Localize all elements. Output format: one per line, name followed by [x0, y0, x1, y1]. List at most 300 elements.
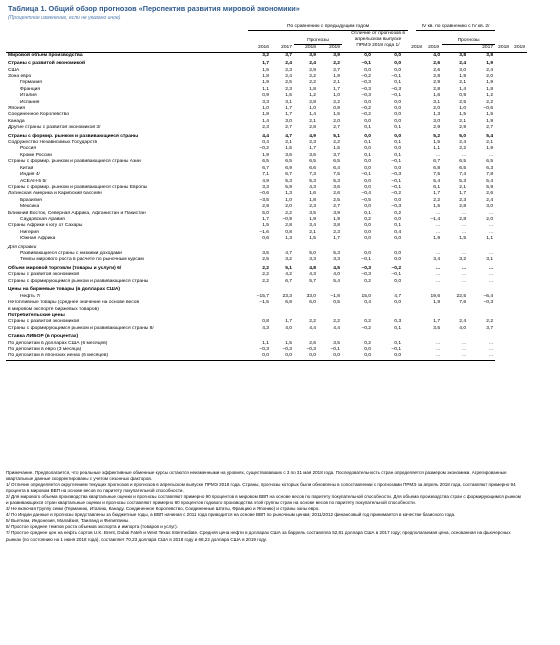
row-label: Китай	[20, 165, 34, 171]
cell-value: 0,5	[333, 300, 340, 306]
cell-value: 0,0	[394, 300, 402, 306]
cell-value: 2,0	[285, 204, 292, 210]
cell-value: 1,5	[459, 112, 467, 118]
row-label: Германия	[20, 80, 42, 86]
table-row	[6, 52, 527, 59]
cell-value: ...	[461, 272, 467, 278]
cell-value: 0,0	[364, 229, 371, 235]
cell-value: 1,5	[262, 67, 269, 73]
cell-value: 7,5	[333, 172, 340, 178]
cell-value: 2,1	[459, 80, 467, 86]
cell-value: 0,0	[364, 223, 371, 229]
cell-value: –0,1	[330, 347, 340, 353]
cell-value: 3,0	[459, 67, 467, 73]
cell-value	[416, 332, 442, 341]
cell-value: 0,0	[394, 257, 402, 263]
cell-value: 2,3	[309, 140, 316, 146]
cell-value: –0,2	[361, 105, 371, 111]
cell-value: 0,0	[394, 133, 402, 139]
cell-value: 2,4	[459, 319, 467, 325]
cell-value: 0,0	[394, 112, 402, 118]
cell-value: ...	[461, 223, 467, 229]
row-label: Саудовская Аравия	[20, 216, 65, 222]
cell-value: 0,0	[364, 67, 371, 73]
cell-value: 6,6	[309, 165, 316, 171]
row-label: Страны с формир. рынком и развивающиеся страны Европы	[8, 184, 148, 190]
cell-value: ...	[489, 251, 494, 257]
cell-value: 0,9	[459, 93, 467, 99]
cell-value: 0,1	[394, 140, 402, 146]
cell-value: 3,0	[285, 118, 292, 124]
row-label: Страны с развитой экономикой	[8, 272, 80, 278]
row-label: Франция	[20, 86, 41, 92]
cell-value: ...	[461, 278, 467, 284]
cell-value: 5,4	[486, 178, 494, 184]
cell-value: 4,3	[309, 184, 316, 190]
cell-value: 1,7	[309, 146, 316, 152]
cell-value: 3,1	[433, 99, 441, 105]
cell-value: 3,2	[459, 257, 467, 263]
cell-value: 6,7	[433, 159, 441, 165]
cell-value: 3,8	[333, 223, 340, 229]
row-label: Страны с формир. рынком и развивающиеся страны Азии	[8, 159, 141, 165]
row-label: Япония	[8, 105, 25, 111]
cell-value: 1,9	[459, 73, 467, 79]
cell-value: 3,5	[333, 340, 340, 346]
cell-value: 4,7	[285, 133, 292, 139]
cell-value: 0,0	[394, 165, 402, 171]
cell-value: 1,9	[262, 80, 269, 86]
cell-value: 4,0	[333, 272, 340, 278]
cell-value: 2,8	[433, 73, 441, 79]
cell-value: 3,4	[309, 223, 316, 229]
cell-value: 1,8	[309, 197, 316, 203]
footnote: 1/ Отличие определяется округлением текущих прогнозов и прогнозов в апрельском выпуске ПРМЭ 2018 года. Страны, прогнозы которых были обновлены в сопоставлении с прогнозами ПРМЭ за апрель 2018 года, составляют примерно 94 процента в мировом ВВП на основе весов по паритету покупательной способности.	[6, 482, 516, 494]
cell-value: –0,3	[391, 86, 402, 92]
cell-value: 1,3	[285, 191, 292, 197]
cell-value: –1,5	[259, 300, 269, 306]
cell-value: 2,7	[486, 125, 494, 131]
row-label: Зона евро	[8, 73, 32, 79]
cell-value: –0,1	[391, 178, 402, 184]
cell-value: 4,0	[285, 325, 292, 331]
cell-value: ...	[489, 152, 494, 158]
cell-value: –0,1	[391, 73, 402, 79]
cell-value: 5,3	[285, 178, 292, 184]
cell-value: –1,6	[259, 229, 269, 235]
cell-value	[271, 332, 294, 341]
table-row	[6, 332, 527, 341]
cell-value: ...	[489, 229, 494, 235]
cell-value: 4,4	[262, 133, 269, 139]
cell-value: 3,2	[248, 52, 271, 59]
cell-value: 2,2	[285, 210, 292, 216]
cell-value: 1,9	[433, 236, 441, 242]
cell-value: –0,3	[282, 347, 292, 353]
cell-value: 2,2	[333, 140, 340, 146]
cell-value: ...	[435, 229, 441, 235]
cell-value: ...	[435, 223, 441, 229]
row-label: АСЕАН-5 5/	[20, 178, 47, 184]
cell-value: 1,7	[285, 319, 292, 325]
cell-value: 0,4	[364, 300, 371, 306]
cell-value: 1,0	[333, 93, 340, 99]
cell-value: 5,3	[333, 251, 340, 257]
cell-value: ...	[435, 152, 441, 158]
cell-value: ...	[461, 265, 467, 271]
cell-value: –0,3	[306, 347, 316, 353]
cell-value: 6,5	[285, 159, 292, 165]
cell-value: 3,0	[486, 204, 494, 210]
cell-value: 1,9	[486, 61, 494, 67]
cell-value: 0,6	[262, 236, 269, 242]
cell-value: 3,5	[433, 325, 441, 331]
cell-value: ...	[461, 210, 467, 216]
cell-value: 7,1	[262, 172, 269, 178]
footnote: 7/ Простое среднее цен на нефть сортов U.K. Brent, Dubai Fateh и West Texas Intermediate. Средняя цена нефти в долларах США за баррель составляла 52,81 доллара США в 2017 году; предполагаемая цена, основанная на фьючерсных рынках (по состоянию на 1 июня 2018 года), составляет 70,23 доллара США в 2018 году и 68,22 доллара США в 2019 году.	[6, 530, 511, 542]
row-label: Страны с развитой экономикой	[8, 319, 80, 325]
cell-value: 3,6	[309, 152, 316, 158]
cell-value: 6,1	[433, 184, 441, 190]
cell-value: 7,8	[486, 172, 494, 178]
cell-value: 6,5	[309, 159, 316, 165]
row-label: в мировом экспорте биржевых товаров)	[8, 306, 99, 312]
cell-value: –1,4	[430, 216, 441, 222]
cell-value: 0,0	[394, 146, 402, 152]
cell-value: –0,3	[361, 80, 371, 86]
footnote: 4/ По Индии данные и прогнозы представлены за бюджетные годы, а ВВП начиная с 2011 года приводится на основе ВВП по рыночным ценам; 2011/2012 финансовый год принимается в качестве базисного года.	[6, 512, 456, 518]
cell-value: ...	[435, 210, 441, 216]
cell-value: 2,6	[333, 191, 340, 197]
cell-value: 0,1	[394, 152, 402, 158]
cell-value: 1,7	[285, 105, 292, 111]
cell-value: 2,2	[262, 278, 269, 284]
cell-value: 3,8	[442, 52, 468, 59]
cell-value: ...	[461, 251, 467, 257]
cell-value	[294, 243, 318, 252]
cell-value: 1,5	[459, 236, 467, 242]
table-row	[6, 353, 527, 360]
cell-value: –0,2	[361, 73, 371, 79]
cell-value: 1,1	[262, 86, 269, 92]
cell-value: 4,4	[309, 325, 316, 331]
year-header: 2018	[495, 45, 511, 52]
header-forecasts-q4: Прогнозы	[442, 38, 495, 45]
cell-value: 2,0	[333, 118, 340, 124]
cell-value: –0,1	[361, 172, 371, 178]
cell-value	[468, 332, 495, 341]
row-label: Соединенное Королевство	[8, 112, 70, 118]
cell-value: 2,2	[309, 319, 316, 325]
cell-value: –0,2	[361, 112, 371, 118]
cell-value: ...	[461, 229, 467, 235]
cell-value: 0,1	[394, 80, 402, 86]
cell-value: –0,6	[483, 105, 494, 111]
year-header: 2019	[511, 45, 527, 52]
cell-value: 4,9	[309, 133, 316, 139]
cell-value: 0,0	[364, 133, 371, 139]
cell-value: 2,9	[459, 125, 467, 131]
cell-value: 1,9	[486, 118, 494, 124]
header-forecasts-main: Прогнозы	[294, 38, 342, 45]
cell-value: –0,9	[282, 216, 292, 222]
cell-value	[294, 285, 318, 294]
cell-value: 0,0	[318, 353, 342, 360]
row-label: Мировой объем производства	[6, 52, 248, 59]
cell-value: 5,4	[433, 178, 441, 184]
cell-value: 1,5	[285, 340, 292, 346]
cell-value: 2,4	[459, 61, 467, 67]
cell-value: ...	[489, 272, 494, 278]
footnotes	[6, 470, 524, 543]
cell-value: 0,0	[364, 159, 371, 165]
cell-value: 0,0	[364, 99, 371, 105]
cell-value: 0,0	[394, 236, 402, 242]
cell-value: –0,3	[391, 172, 402, 178]
cell-value: –1,8	[330, 293, 340, 299]
row-label: Ближний Восток, Северная Африка, Афганистан и Пакистан	[8, 210, 146, 216]
cell-value: 2,8	[459, 204, 467, 210]
row-label: Мексика	[20, 204, 40, 210]
cell-value: ...	[435, 278, 441, 284]
header-group-q4: IV кв. по сравнению с IV кв. 2/	[416, 24, 495, 31]
cell-value: 1,5	[262, 223, 269, 229]
cell-value: 5,3	[459, 178, 467, 184]
cell-value: 3,1	[486, 257, 494, 263]
cell-value: 0,1	[394, 223, 402, 229]
cell-value: –0,3	[259, 347, 269, 353]
cell-value: 2,4	[309, 61, 316, 67]
row-label: Страны с формир. рынком и развивающиеся страны	[8, 133, 139, 139]
cell-value: ...	[461, 152, 467, 158]
cell-value: ...	[468, 353, 495, 360]
cell-value: 1,3	[285, 236, 292, 242]
cell-value: 1,6	[309, 191, 316, 197]
cell-value	[318, 243, 342, 252]
cell-value: 3,5	[309, 210, 316, 216]
table-row	[6, 59, 527, 68]
cell-value: 0,9	[262, 93, 269, 99]
cell-value: 7,3	[309, 172, 316, 178]
cell-value: 0,0	[364, 165, 371, 171]
cell-value: ...	[435, 265, 441, 271]
cell-value: 1,5	[433, 140, 441, 146]
cell-value: 5,7	[309, 278, 316, 284]
cell-value: 2,5	[285, 80, 292, 86]
cell-value: 1,7	[262, 61, 269, 67]
row-label: Потребительские цены	[8, 312, 65, 318]
year-header: 2019	[428, 44, 439, 50]
cell-value: –0,3	[361, 93, 371, 99]
cell-value: 2,3	[285, 67, 292, 73]
cell-value: –0,5	[361, 197, 371, 203]
cell-value: 6,8	[433, 165, 441, 171]
cell-value	[248, 332, 271, 341]
cell-value: 2,2	[486, 99, 494, 105]
header-row-groups	[6, 24, 527, 31]
cell-value: 1,9	[333, 216, 340, 222]
cell-value: 2,1	[309, 118, 316, 124]
cell-value: 1,4	[459, 86, 467, 92]
cell-value: 3,3	[333, 257, 340, 263]
table-row	[6, 264, 527, 273]
cell-value: 2,2	[333, 61, 340, 67]
cell-value	[442, 243, 468, 252]
row-label: Южная Африка	[20, 236, 56, 242]
footnote: 6/ Простое среднее темпов роста объемов экспорта и импорта (товаров и услуг).	[6, 524, 178, 530]
row-label: Развивающиеся страны с низкими доходами	[20, 251, 122, 257]
cell-value	[416, 243, 442, 252]
cell-value: 1,7	[459, 191, 467, 197]
cell-value: 3,9	[333, 210, 340, 216]
cell-value: 0,0	[394, 67, 402, 73]
cell-value	[442, 285, 468, 294]
cell-value: 3,7	[271, 52, 294, 59]
cell-value: ...	[489, 210, 494, 216]
cell-value: –0,1	[391, 272, 402, 278]
row-label: США	[8, 67, 20, 73]
row-label: Нефть 7/	[20, 293, 41, 299]
cell-value: 0,2	[364, 216, 371, 222]
row-label: По депозитам в долларах США (6 месяцев)	[8, 340, 108, 346]
cell-value: 3,0	[433, 118, 441, 124]
cell-value: 6,5	[262, 159, 269, 165]
cell-value: 2,3	[262, 125, 269, 131]
cell-value: 2,1	[309, 229, 316, 235]
cell-value: –0,1	[361, 257, 371, 263]
row-label: Испания	[20, 99, 40, 105]
cell-value: 3,5	[262, 251, 269, 257]
cell-value: 1,7	[333, 236, 340, 242]
cell-value: 0,0	[394, 251, 402, 257]
cell-value: 6,5	[459, 165, 467, 171]
row-label: Темпы мирового роста в расчете по рыночным курсам	[20, 257, 144, 263]
row-label: Цены на биржевые товары (в долларах США)	[8, 287, 121, 293]
cell-value: 2,9	[262, 204, 269, 210]
cell-value: 2,3	[459, 197, 467, 203]
row-label: По депозитам в японских иенах (6 месяцев)	[6, 353, 248, 360]
footnote: Примечание. Предполагается, что реальные эффективные обменные курсы остаются неизменными на уровнях, существовавших с 3 по 31 мая 2018 года. Последовательность стран определяется размером экономики. Агрегированные квартальные данные скорректированы с учетом сезонных факторов.	[6, 470, 507, 482]
cell-value: –0,4	[361, 191, 371, 197]
cell-value: 3,7	[333, 152, 340, 158]
cell-value: 6,7	[285, 278, 292, 284]
cell-value: –0,1	[391, 93, 402, 99]
cell-value: 0,4	[394, 229, 402, 235]
cell-value: ...	[435, 340, 441, 346]
cell-value	[348, 243, 378, 252]
cell-value: 0,1	[364, 140, 371, 146]
cell-value	[271, 243, 294, 252]
year-header: 2016	[248, 45, 271, 52]
cell-value: 1,8	[486, 86, 494, 92]
cell-value: 0,4	[262, 140, 269, 146]
cell-value: 1,0	[262, 105, 269, 111]
cell-value: 2,3	[309, 204, 316, 210]
cell-value: 0,0	[378, 52, 408, 59]
cell-value: 5,9	[285, 184, 292, 190]
cell-value: 0,1	[394, 125, 402, 131]
cell-value: 0,0	[364, 178, 371, 184]
cell-value: ...	[489, 223, 494, 229]
cell-value: 1,5	[486, 112, 494, 118]
cell-value: –0,3	[361, 86, 371, 92]
cell-value: 4,3	[309, 272, 316, 278]
cell-value: 4,9	[262, 178, 269, 184]
row-label: Страны с формирующимся рынком и развивающиеся страны	[8, 278, 149, 284]
cell-value: 2,2	[333, 99, 340, 105]
cell-value: 5,2	[433, 133, 441, 139]
cell-value: 6,3	[486, 165, 494, 171]
cell-value: 0,1	[364, 125, 371, 131]
cell-value: 0,0	[364, 118, 371, 124]
cell-value: –0,1	[391, 184, 402, 190]
cell-value: 3,7	[486, 325, 494, 331]
cell-value: 1,5	[285, 146, 292, 152]
cell-value: 6,7	[285, 172, 292, 178]
cell-value: 0,0	[394, 118, 402, 124]
cell-value: –6,4	[483, 293, 494, 299]
cell-value: 1,9	[486, 80, 494, 86]
cell-value: 4,7	[285, 251, 292, 257]
cell-value: 1,8	[262, 73, 269, 79]
cell-value: 5,3	[309, 178, 316, 184]
cell-value: 2,4	[486, 197, 494, 203]
cell-value: 3,8	[468, 52, 495, 59]
cell-value: 1,9	[433, 300, 441, 306]
cell-value: 6,7	[262, 165, 269, 171]
row-label: Страны с формирующимся рынком и развивающиеся страны 8/	[8, 325, 154, 331]
cell-value: ...	[416, 353, 442, 360]
header-row-years	[6, 45, 527, 52]
cell-value: 5,3	[333, 178, 340, 184]
cell-value	[468, 285, 495, 294]
row-label: Нетопливные товары (среднее значение на основе весов	[8, 300, 140, 306]
cell-value: 2,7	[333, 125, 340, 131]
cell-value: 2,7	[285, 125, 292, 131]
cell-value: 2,0	[433, 105, 441, 111]
row-label: Канада	[8, 118, 25, 124]
cell-value: 2,2	[309, 73, 316, 79]
table-row	[6, 243, 527, 252]
row-label: Латинская Америка и Карибский бассейн	[8, 191, 102, 197]
header-row-diff	[6, 31, 527, 38]
cell-value: 0,0	[394, 216, 402, 222]
cell-value: ...	[489, 340, 494, 346]
row-label: Страны с развитой экономикой	[8, 61, 86, 67]
cell-value: –0,2	[391, 191, 402, 197]
cell-value: –0,3	[391, 204, 402, 210]
cell-value: 0,0	[248, 353, 271, 360]
cell-value: –0,2	[391, 265, 402, 271]
cell-value: 1,5	[333, 146, 340, 152]
cell-value: 0,1	[364, 210, 371, 216]
cell-value: 2,1	[459, 184, 467, 190]
cell-value: 0,1	[394, 325, 402, 331]
cell-value: 0,8	[285, 229, 292, 235]
cell-value: 2,6	[309, 340, 316, 346]
cell-value: 1,5	[333, 112, 340, 118]
cell-value: 2,4	[459, 140, 467, 146]
cell-value: 6,5	[486, 159, 494, 165]
cell-value: 4,8	[309, 265, 316, 271]
cell-value: 0,8	[262, 319, 269, 325]
cell-value: –0,3	[483, 300, 494, 306]
cell-value: 6,8	[285, 300, 292, 306]
cell-value: 6,5	[459, 159, 467, 165]
cell-value: 1,0	[309, 105, 316, 111]
cell-value: 2,6	[433, 67, 441, 73]
header-group-yoy: По сравнению с предыдущим годом	[248, 24, 408, 31]
